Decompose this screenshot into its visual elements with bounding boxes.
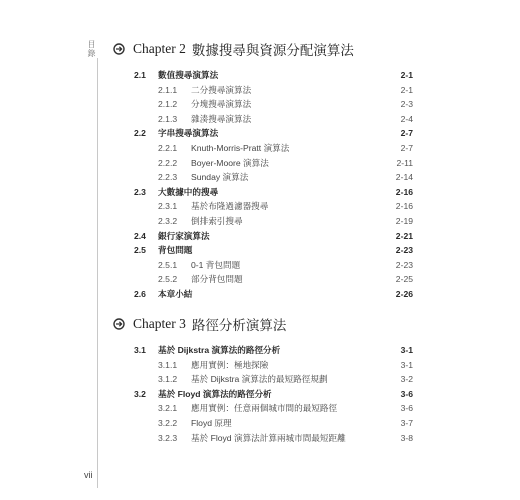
toc-subsection-row[interactable] (113, 83, 413, 98)
entry-title: 應用實例：任意兩個城市間的最短路徑 (191, 403, 338, 414)
entry-number: 2.2.3 (158, 172, 178, 183)
chapter-arrow-icon (113, 43, 125, 55)
entry-title: 二分搜尋演算法 (191, 84, 252, 95)
toc-subsection-row[interactable] (113, 97, 413, 112)
toc-section-row[interactable] (113, 68, 413, 83)
entry-page: 3-6 (400, 403, 413, 414)
entry-number: 3.2.3 (158, 432, 178, 443)
entry-number: 2.5 (134, 245, 146, 256)
entry-title: 大數據中的搜尋 (158, 186, 219, 197)
entry-number: 2.2.1 (158, 142, 178, 153)
entry-number: 2.3.2 (158, 215, 178, 226)
entry-title: Knuth-Morris-Pratt 演算法 (191, 142, 290, 153)
entry-title: 基於 Floyd 演算法計算兩城市間最短距離 (191, 432, 346, 443)
entry-title: 倒排索引搜尋 (191, 215, 243, 226)
toc-section-row[interactable] (113, 287, 413, 302)
entry-title: 基於 Dijkstra 演算法的路徑分析 (158, 345, 281, 355)
toc-subsection-row[interactable] (113, 358, 413, 373)
entry-page: 2-16 (395, 201, 413, 212)
entry-title: 分塊搜尋演算法 (191, 99, 252, 110)
entry-title: 背包問題 (158, 245, 193, 256)
entry-title: 應用實例：極地探險 (191, 359, 269, 370)
entry-page: 2-25 (395, 274, 413, 285)
toc-section-row[interactable] (113, 243, 413, 258)
entry-title: Sunday 演算法 (191, 172, 249, 183)
toc-section-row[interactable] (113, 229, 413, 244)
entry-page: 2-26 (395, 288, 413, 299)
entry-number: 2.1.2 (158, 99, 178, 110)
toc-subsection-row[interactable] (113, 272, 413, 287)
entry-title: 數值搜尋演算法 (158, 70, 219, 80)
entry-page: 3-1 (400, 345, 413, 355)
entry-title: 字串搜尋演算法 (158, 128, 219, 139)
entry-page: 2-1 (400, 70, 413, 80)
entry-title: 雜湊搜尋演算法 (191, 113, 252, 124)
entry-page: 3-1 (400, 359, 413, 370)
entry-page: 2-7 (400, 142, 413, 153)
toc-section-row[interactable] (113, 185, 413, 200)
toc-subsection-row[interactable] (113, 431, 413, 446)
toc-subsection-row[interactable] (113, 141, 413, 156)
entry-number: 2.1 (134, 70, 146, 80)
entry-number: 2.3 (134, 186, 146, 197)
entry-number: 2.4 (134, 230, 146, 241)
entry-number: 3.2 (134, 388, 146, 399)
entry-page: 2-3 (400, 99, 413, 110)
toc-subsection-row[interactable] (113, 156, 413, 171)
entry-number: 3.1.1 (158, 359, 178, 370)
toc-subsection-row[interactable] (113, 170, 413, 185)
chapter-label: Chapter 3 (133, 316, 186, 331)
toc-section-row[interactable] (113, 387, 413, 402)
entry-page: 2-23 (395, 259, 413, 270)
entry-number: 3.2.1 (158, 403, 178, 414)
chapter-arrow-icon (113, 318, 125, 330)
entry-number: 3.1.2 (158, 374, 178, 385)
entry-number: 2.1.3 (158, 113, 178, 124)
chapter-title: 數據搜尋與資源分配演算法 (191, 43, 354, 58)
toc-section-row[interactable] (113, 343, 413, 358)
side-rule (97, 58, 98, 488)
entry-title: 本章小結 (158, 288, 193, 299)
entry-number: 2.5.1 (158, 259, 178, 270)
entry-page: 2-4 (400, 113, 413, 124)
toc-entries (113, 68, 413, 302)
entry-title: 基於布隆過濾器搜尋 (191, 201, 269, 212)
entry-number: 2.3.1 (158, 201, 178, 212)
entry-page: 3-2 (400, 374, 413, 385)
entry-number: 3.2.2 (158, 417, 178, 428)
chapter-title: 路徑分析演算法 (191, 318, 287, 333)
entry-page: 2-19 (395, 215, 413, 226)
entry-page: 2-21 (395, 230, 413, 241)
toc-subsection-row[interactable] (113, 372, 413, 387)
entry-title: 部分背包問題 (191, 274, 243, 285)
entry-page: 2-1 (400, 84, 413, 95)
toc-subsection-row[interactable] (113, 416, 413, 431)
chapter-2 (113, 39, 413, 302)
toc-subsection-row[interactable] (113, 214, 413, 229)
chapter-heading (113, 314, 413, 334)
entry-title: 銀行家演算法 (158, 230, 210, 241)
side-label: 目錄 (87, 40, 96, 58)
entry-page: 2-7 (400, 128, 413, 139)
chapter-3 (113, 314, 413, 445)
entry-title: 0-1 背包問題 (191, 259, 241, 270)
entry-number: 2.1.1 (158, 84, 178, 95)
toc-section-row[interactable] (113, 126, 413, 141)
chapter-heading (113, 39, 413, 59)
page-number: vii (84, 470, 93, 480)
entry-number: 2.5.2 (158, 274, 178, 285)
entry-number: 2.2.2 (158, 157, 178, 168)
entry-title: Boyer-Moore 演算法 (191, 157, 269, 168)
entry-page: 3-6 (400, 388, 413, 399)
toc-subsection-row[interactable] (113, 258, 413, 273)
entry-number: 2.2 (134, 128, 146, 139)
entry-page: 3-8 (400, 432, 413, 443)
entry-title: 基於 Dijkstra 演算法的最短路徑規劃 (191, 374, 328, 385)
entry-number: 3.1 (134, 345, 146, 355)
entry-title: Floyd 原理 (191, 417, 232, 428)
entry-number: 2.6 (134, 288, 146, 299)
toc-entries (113, 343, 413, 445)
entry-page: 2-14 (395, 172, 413, 183)
toc-subsection-row[interactable] (113, 199, 413, 214)
entry-page: 2-11 (396, 157, 413, 168)
entry-page: 2-23 (395, 245, 413, 256)
entry-page: 2-16 (395, 186, 413, 197)
toc-subsection-row[interactable] (113, 401, 413, 416)
entry-title: 基於 Floyd 演算法的路徑分析 (158, 388, 272, 399)
toc-subsection-row[interactable] (113, 112, 413, 127)
chapter-label: Chapter 2 (133, 41, 186, 56)
entry-page: 3-7 (400, 417, 413, 428)
